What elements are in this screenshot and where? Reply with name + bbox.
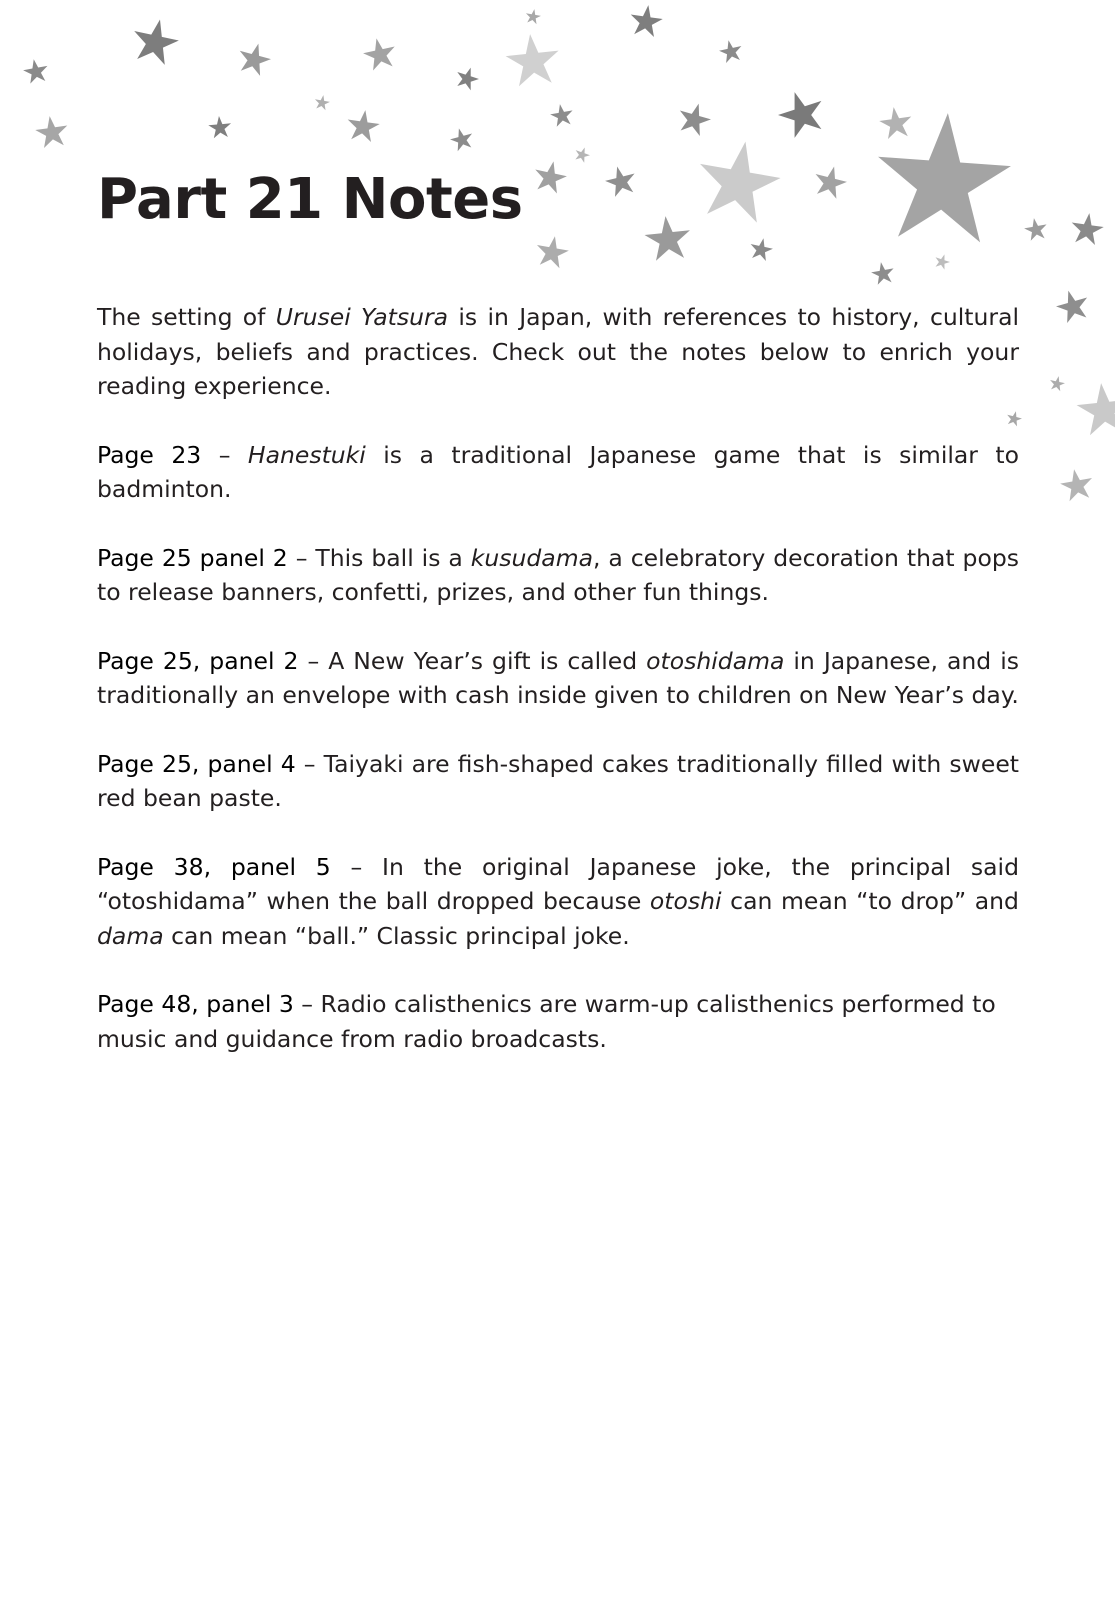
note-page-25-panel-2-kusudama: Page 25 panel 2 – This ball is a kusudama, a celebratory decoration that pops to release banners, confetti, prizes, and other fun things. [97, 543, 1020, 606]
intro-paragraph: The setting of Urusei Yatsura is in Japan, with references to history, cultural holidays, beliefs and practices. Check out the notes below to enrich your reading experience. [97, 303, 1019, 400]
note-page-38-panel-5: Page 38, panel 5 – In the original Japanese joke, the principal said “otoshidama” when the ball dropped because otoshi can mean “to drop” and dama can mean “ball.” Classic principal joke. [97, 852, 1019, 950]
note-label: Page 23 [97, 440, 202, 469]
note-label: Page 25 panel 2 [97, 543, 288, 572]
note-page-23: Page 23 – Hanestuki is a traditional Japanese game that is similar to badminton. [97, 440, 1019, 503]
note-page-25-panel-2-otoshidama: Page 25, panel 2 – A New Year’s gift is called otoshidama in Japanese, and is traditionally an envelope with cash inside given to children on New Year’s day. [97, 646, 1020, 709]
notes-content [97, 300, 1019, 1090]
note-page-48-panel-3: Page 48, panel 3 – Radio calisthenics are warm-up calisthenics performed to music and guidance from radio broadcasts. [97, 990, 996, 1053]
note-label: Page 48, panel 3 [97, 990, 294, 1018]
note-label: Page 25, panel 2 [97, 646, 299, 675]
page-title: Part 21 Notes [97, 167, 523, 232]
note-label: Page 38, panel 5 [97, 852, 331, 881]
note-label: Page 25, panel 4 [97, 749, 296, 778]
note-page-25-panel-4: Page 25, panel 4 – Taiyaki are fish-shaped cakes traditionally filled with sweet red bean paste. [97, 749, 1019, 812]
